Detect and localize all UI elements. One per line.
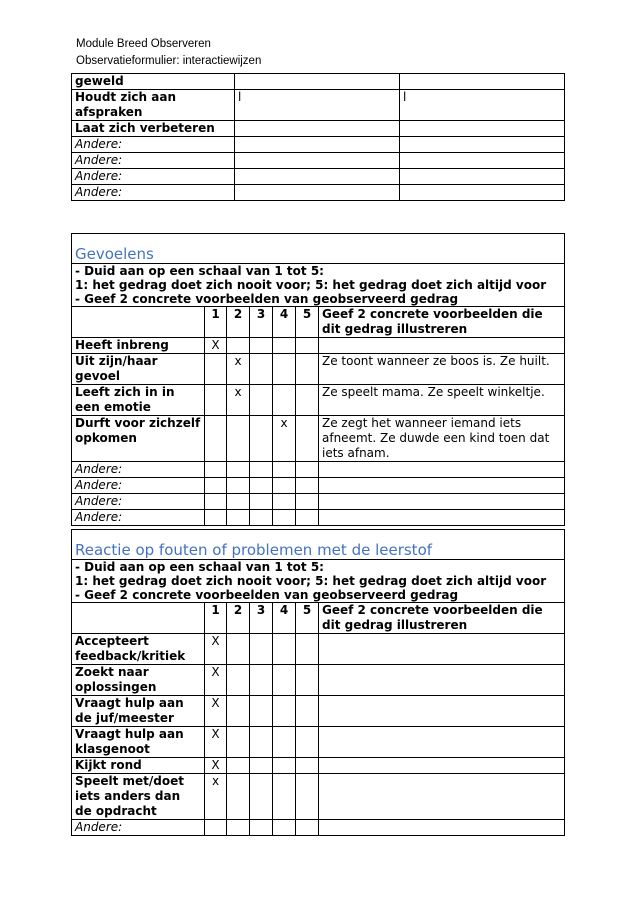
table-row (72, 169, 565, 185)
behavior-label: Heeft inbreng (72, 338, 205, 354)
empty-cell (227, 494, 250, 510)
empty-cell (205, 462, 227, 478)
example-cell (319, 774, 565, 820)
observation-cell (400, 137, 565, 153)
table-row (72, 510, 565, 526)
behavior-label: Zoekt naar oplossingen (72, 665, 205, 696)
instruction-line: - Geef 2 concrete voorbeelden van geobserveerd gedrag (75, 292, 459, 306)
behavior-label: Durft voor zichzelf opkomen (72, 416, 205, 462)
empty-cell (273, 820, 296, 836)
reactie-title: Reactie op fouten of problemen met de leerstof (72, 530, 565, 560)
scale-5-header: 5 (296, 603, 319, 634)
scale-5-header: 5 (296, 307, 319, 338)
observation-cell (235, 169, 400, 185)
instruction-line: - Geef 2 concrete voorbeelden van geobserveerd gedrag (75, 588, 459, 602)
empty-cell (319, 510, 565, 526)
header-blank (72, 603, 205, 634)
example-cell: Ze speelt mama. Ze speelt winkeltje. (319, 385, 565, 416)
scale-1-cell: X (205, 696, 227, 727)
scale-1-header: 1 (205, 603, 227, 634)
scale-5-cell (296, 416, 319, 462)
empty-cell (273, 478, 296, 494)
header-blank (72, 307, 205, 338)
scale-2-header: 2 (227, 307, 250, 338)
behavior-label: Vraagt hulp aan klasgenoot (72, 727, 205, 758)
example-cell (319, 665, 565, 696)
observation-cell (400, 153, 565, 169)
scale-5-cell (296, 665, 319, 696)
scale-4-cell (273, 774, 296, 820)
scale-2-cell: x (227, 385, 250, 416)
empty-cell (227, 478, 250, 494)
row-label: Houdt zich aan afspraken (72, 90, 235, 121)
empty-cell (227, 462, 250, 478)
scale-3-cell (250, 634, 273, 665)
table-row (72, 462, 565, 478)
instruction-line: 1: het gedrag doet zich nooit voor; 5: het gedrag doet zich altijd voor (75, 278, 547, 292)
table-row (72, 354, 565, 385)
table-row (72, 494, 565, 510)
empty-cell (205, 820, 227, 836)
behavior-label: Kijkt rond (72, 758, 205, 774)
reactie-instructions (72, 560, 565, 603)
scale-1-cell (205, 354, 227, 385)
scale-5-cell (296, 354, 319, 385)
empty-cell (296, 820, 319, 836)
scale-4-cell (273, 338, 296, 354)
table-row (72, 90, 565, 121)
scale-4-cell (273, 696, 296, 727)
header-form-title: Observatieformulier: interactiewijzen (76, 55, 262, 67)
scale-4-header: 4 (273, 307, 296, 338)
empty-cell (273, 494, 296, 510)
table-row (72, 774, 565, 820)
table-row (72, 727, 565, 758)
scale-5-cell (296, 727, 319, 758)
scale-4-header: 4 (273, 603, 296, 634)
scale-2-cell (227, 416, 250, 462)
table-row (72, 385, 565, 416)
scale-4-cell (273, 385, 296, 416)
table-row (72, 121, 565, 137)
instruction-line: - Duid aan op een schaal van 1 tot 5: (75, 560, 324, 574)
observation-cell (400, 74, 565, 90)
behavior-label: Leeft zich in in een emotie (72, 385, 205, 416)
example-cell (319, 338, 565, 354)
empty-cell (296, 494, 319, 510)
empty-cell (319, 478, 565, 494)
scale-1-cell: X (205, 634, 227, 665)
empty-cell (319, 820, 565, 836)
scale-1-header: 1 (205, 307, 227, 338)
behavior-label: Uit zijn/haar gevoel (72, 354, 205, 385)
scale-3-cell (250, 354, 273, 385)
scale-2-cell (227, 634, 250, 665)
table-row (72, 478, 565, 494)
example-cell: Ze toont wanneer ze boos is. Ze huilt. (319, 354, 565, 385)
scale-5-cell (296, 338, 319, 354)
gevoelens-instructions (72, 264, 565, 307)
scale-1-cell: X (205, 727, 227, 758)
example-cell (319, 696, 565, 727)
scale-4-cell (273, 727, 296, 758)
scale-2-cell (227, 696, 250, 727)
scale-2-header: 2 (227, 603, 250, 634)
scale-3-cell (250, 774, 273, 820)
scale-1-cell: x (205, 774, 227, 820)
row-label: Andere: (72, 137, 235, 153)
scale-4-cell: x (273, 416, 296, 462)
observation-cell (235, 121, 400, 137)
empty-cell (250, 820, 273, 836)
scale-5-cell (296, 758, 319, 774)
scale-3-cell (250, 696, 273, 727)
scale-2-cell (227, 758, 250, 774)
scale-1-cell (205, 416, 227, 462)
scale-5-cell (296, 385, 319, 416)
example-cell (319, 634, 565, 665)
empty-cell (205, 494, 227, 510)
table-row (72, 758, 565, 774)
empty-cell (296, 462, 319, 478)
reactie-table (71, 529, 565, 836)
behavior-label: Speelt met/doet iets anders dan de opdracht (72, 774, 205, 820)
empty-cell (250, 510, 273, 526)
example-cell (319, 758, 565, 774)
row-label: Laat zich verbeteren (72, 121, 235, 137)
scale-2-cell (227, 338, 250, 354)
scale-3-cell (250, 758, 273, 774)
scale-3-cell (250, 727, 273, 758)
example-cell: Ze zegt het wanneer iemand iets afneemt. Ze duwde een kind toen dat iets afnam. (319, 416, 565, 462)
other-label: Andere: (72, 494, 205, 510)
empty-cell (205, 510, 227, 526)
gevoelens-title: Gevoelens (72, 234, 565, 264)
table-row (72, 696, 565, 727)
table-row (72, 153, 565, 169)
table-row (72, 137, 565, 153)
table-row (72, 338, 565, 354)
gevoelens-table (71, 233, 565, 526)
empty-cell (273, 462, 296, 478)
table-row (72, 820, 565, 836)
table-row (72, 74, 565, 90)
observation-cell (400, 185, 565, 201)
observation-cell: l (235, 90, 400, 121)
scale-3-cell (250, 338, 273, 354)
instruction-line: 1: het gedrag doet zich nooit voor; 5: het gedrag doet zich altijd voor (75, 574, 547, 588)
scale-1-cell: X (205, 665, 227, 696)
scale-1-cell: X (205, 758, 227, 774)
scale-2-cell: x (227, 354, 250, 385)
empty-cell (227, 820, 250, 836)
empty-cell (296, 478, 319, 494)
observation-cell (235, 137, 400, 153)
other-label: Andere: (72, 820, 205, 836)
examples-header: Geef 2 concrete voorbeelden die dit gedrag illustreren (319, 307, 565, 338)
observation-cell (400, 169, 565, 185)
scale-3-header: 3 (250, 603, 273, 634)
other-label: Andere: (72, 462, 205, 478)
empty-cell (319, 494, 565, 510)
row-label: Andere: (72, 185, 235, 201)
scale-1-cell: X (205, 338, 227, 354)
scale-2-cell (227, 727, 250, 758)
table-row (72, 634, 565, 665)
top-table (71, 73, 565, 201)
scale-2-cell (227, 665, 250, 696)
empty-cell (250, 494, 273, 510)
scale-4-cell (273, 758, 296, 774)
observation-cell (400, 121, 565, 137)
empty-cell (250, 478, 273, 494)
empty-cell (227, 510, 250, 526)
empty-cell (250, 462, 273, 478)
observation-cell (235, 185, 400, 201)
empty-cell (319, 462, 565, 478)
observation-cell: l (400, 90, 565, 121)
empty-cell (205, 478, 227, 494)
example-cell (319, 727, 565, 758)
row-label: Andere: (72, 153, 235, 169)
table-row (72, 185, 565, 201)
header-module: Module Breed Observeren (76, 38, 211, 50)
scale-3-cell (250, 385, 273, 416)
row-label: geweld (72, 74, 235, 90)
observation-cell (235, 153, 400, 169)
observation-cell (235, 74, 400, 90)
table-row (72, 665, 565, 696)
scale-3-cell (250, 416, 273, 462)
behavior-label: Accepteert feedback/kritiek (72, 634, 205, 665)
scale-5-cell (296, 696, 319, 727)
empty-cell (296, 510, 319, 526)
scale-4-cell (273, 665, 296, 696)
behavior-label: Vraagt hulp aan de juf/meester (72, 696, 205, 727)
empty-cell (273, 510, 296, 526)
scale-2-cell (227, 774, 250, 820)
other-label: Andere: (72, 510, 205, 526)
instruction-line: - Duid aan op een schaal van 1 tot 5: (75, 264, 324, 278)
scale-3-cell (250, 665, 273, 696)
examples-header: Geef 2 concrete voorbeelden die dit gedrag illustreren (319, 603, 565, 634)
scale-4-cell (273, 634, 296, 665)
scale-1-cell (205, 385, 227, 416)
row-label: Andere: (72, 169, 235, 185)
scale-4-cell (273, 354, 296, 385)
other-label: Andere: (72, 478, 205, 494)
table-row (72, 416, 565, 462)
scale-3-header: 3 (250, 307, 273, 338)
scale-5-cell (296, 774, 319, 820)
scale-5-cell (296, 634, 319, 665)
